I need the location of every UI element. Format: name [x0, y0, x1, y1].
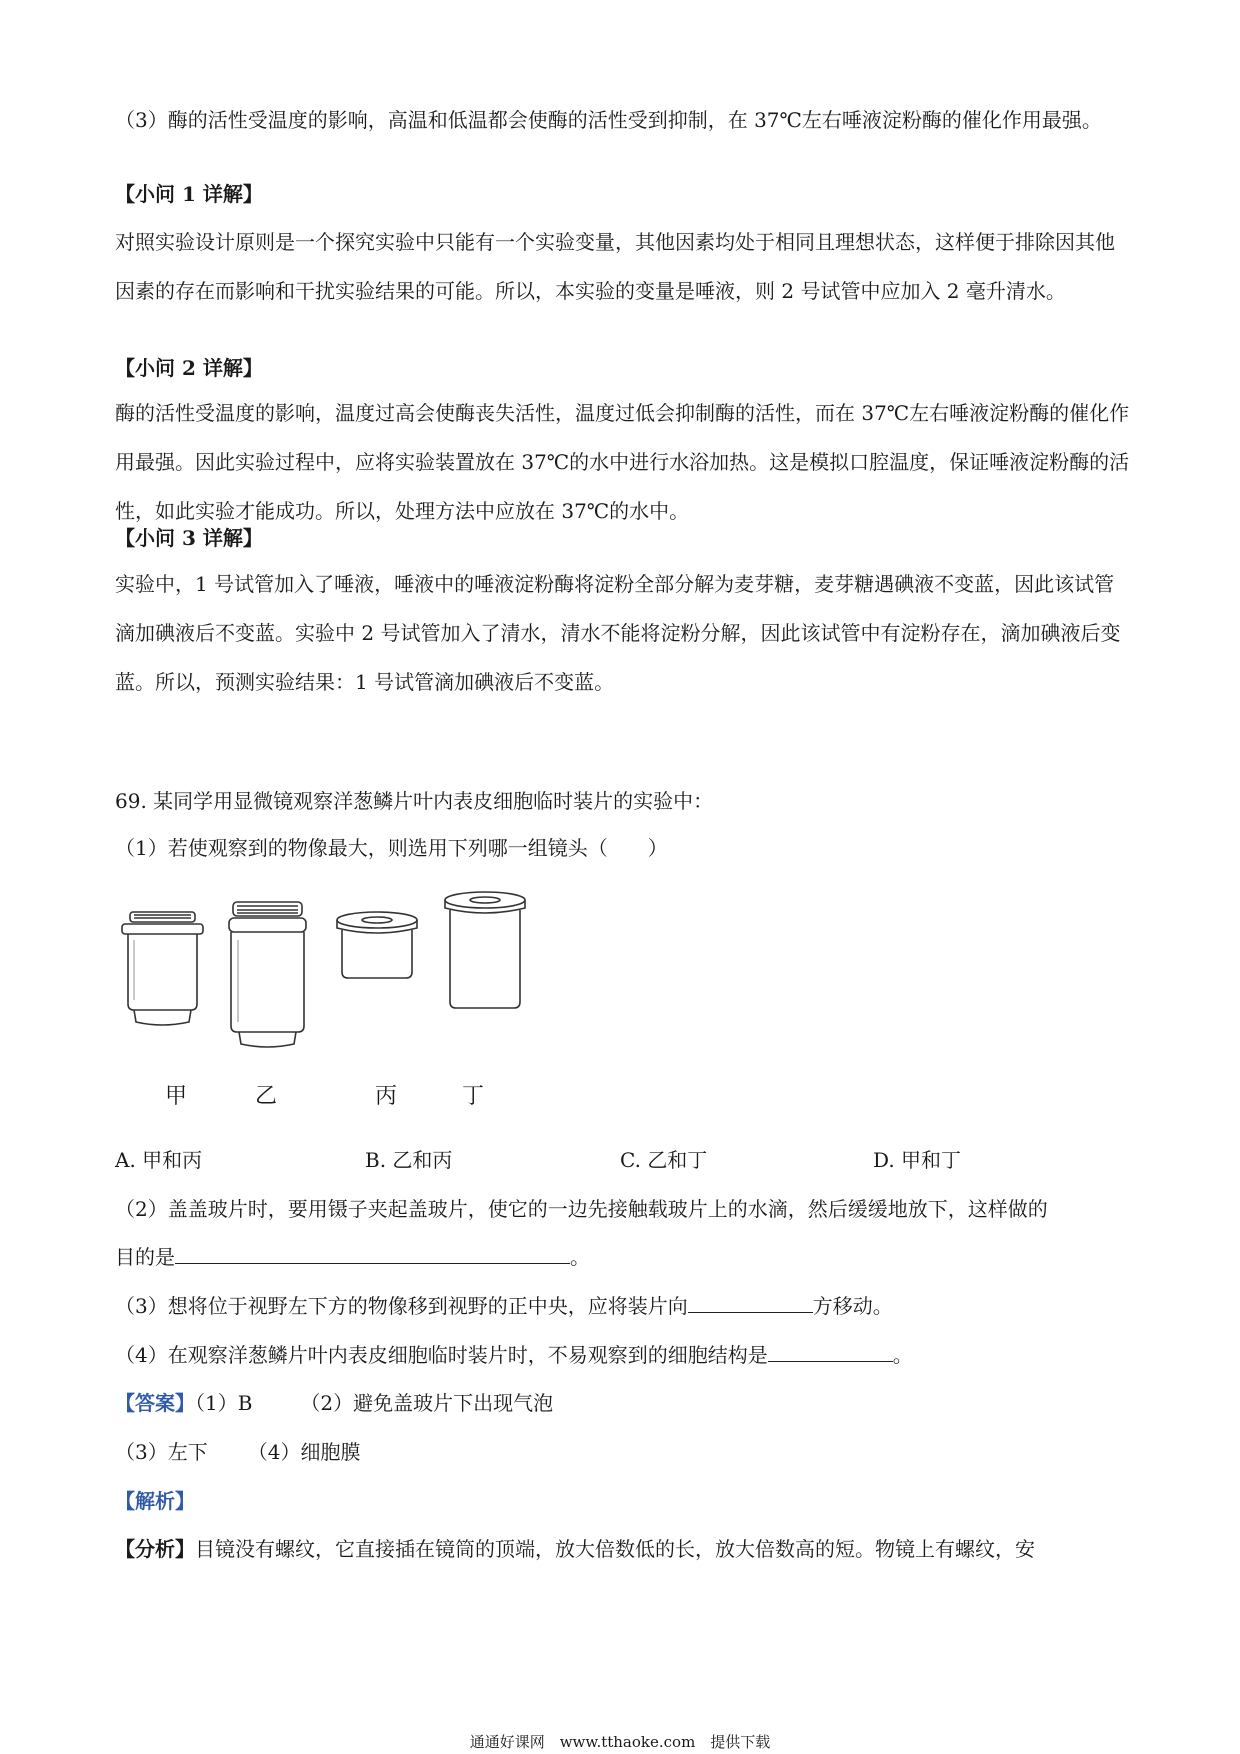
paragraph-subquestion-1: 对照实验设计原则是一个探究实验中只能有一个实验变量，其他因素均处于相同且理想状态，这样便于排除因其他因素的存在而影响和干扰实验结果的可能。所以，本实验的变量是唾液，则 2 号试管中应加入 2 毫升清水。: [115, 230, 1115, 303]
option-a: A. 甲和丙: [115, 1148, 203, 1172]
figure-label-jia: 甲: [165, 1084, 188, 1109]
analysis-tag: 【解析】: [115, 1489, 195, 1513]
answer-blank-2: [175, 1243, 570, 1264]
page-footer: 通通好课网 www.tthaoke.com 提供下载: [469, 1733, 771, 1751]
paragraph-enzyme-temperature: （3）酶的活性受温度的影响，高温和低温都会使酶的活性受到抑制，在 37℃左右唾液淀粉酶的催化作用最强。: [115, 108, 1102, 132]
question-69-title: 69. 某同学用显微镜观察洋葱鳞片叶内表皮细胞临时装片的实验中：: [115, 789, 714, 813]
eyepiece-long-icon: [443, 890, 528, 1015]
question-69-part-2-line-1: （2）盖盖玻片时，要用镊子夹起盖玻片，使它的一边先接触载玻片上的水滴，然后缓缓地放下，这样做的: [115, 1197, 1048, 1221]
paragraph-subquestion-3: 实验中，1 号试管加入了唾液，唾液中的唾液淀粉酶将淀粉全部分解为麦芽糖，麦芽糖遇碘液不变蓝，因此该试管滴加碘液后不变蓝。实验中 2 号试管加入了清水，清水不能将淀粉分解，因此该试管中有淀粉存在，滴加碘液后变蓝。所以，预测实验结果：1 号试管滴加碘液后不变蓝。: [115, 572, 1121, 694]
option-b: B. 乙和丙: [365, 1148, 453, 1172]
question-69-part-4: （4）在观察洋葱鳞片叶内表皮细胞临时装片时，不易观察到的细胞结构是 。: [115, 1343, 913, 1367]
question-69-part-2-line-2: 目的是 。: [115, 1245, 590, 1269]
option-d: D. 甲和丁: [873, 1148, 962, 1172]
paragraph-subquestion-2: 酶的活性受温度的影响，温度过高会使酶丧失活性，温度过低会抑制酶的活性，而在 37℃左右唾液淀粉酶的催化作用最强。因此实验过程中，应将实验装置放在 37℃的水中进行水浴加热。这是模拟口腔温度，保证唾液淀粉酶的活性，如此实验才能成功。所以，处理方法中应放在 37℃的水中。: [115, 401, 1130, 523]
answer-blank-4: [768, 1341, 893, 1362]
answer-line-1: 【答案】（1）B （2）避免盖玻片下出现气泡: [115, 1391, 554, 1415]
figure-label-bing: 丙: [375, 1084, 398, 1109]
question-69-part-3: （3）想将位于视野左下方的物像移到视野的正中央，应将装片向 方移动。: [115, 1294, 893, 1318]
question-69-part-1: （1）若使观察到的物像最大，则选用下列哪一组镜头（ ）: [115, 836, 668, 860]
analysis-line: 【分析】目镜没有螺纹，它直接插在镜筒的顶端，放大倍数低的长，放大倍数高的短。物镜上有螺纹，安: [115, 1537, 1035, 1561]
figure-label-yi: 乙: [255, 1084, 278, 1109]
objective-lens-long-icon: [225, 900, 310, 1050]
eyepiece-short-icon: [335, 910, 420, 985]
option-c: C. 乙和丁: [620, 1148, 708, 1172]
answer-blank-3: [688, 1292, 813, 1313]
heading-subquestion-1: 【小问 1 详解】: [115, 182, 263, 206]
heading-subquestion-3: 【小问 3 详解】: [115, 526, 263, 550]
objective-lens-short-icon: [120, 910, 205, 1030]
heading-subquestion-2: 【小问 2 详解】: [115, 356, 263, 380]
answer-line-2: （3）左下 （4）细胞膜: [115, 1440, 361, 1464]
answer-tag: 【答案】: [115, 1391, 195, 1415]
figure-label-ding: 丁: [462, 1084, 485, 1109]
